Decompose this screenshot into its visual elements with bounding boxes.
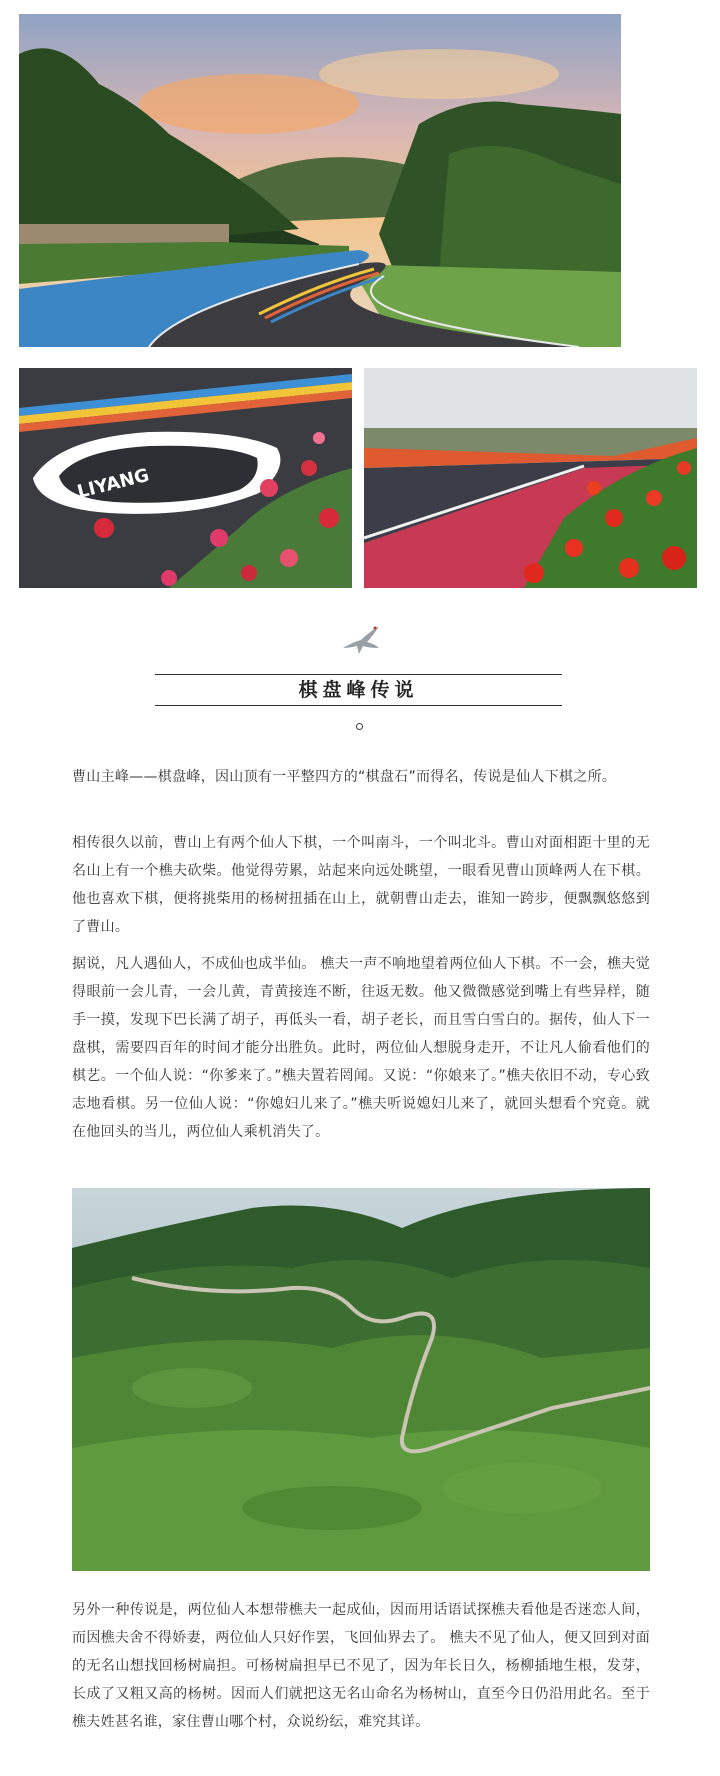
section-title: 棋盘峰传说 bbox=[298, 679, 419, 701]
road-marking-photo bbox=[19, 368, 352, 588]
paragraph-1: 曹山主峰——棋盘峰，因山顶有一平整四方的“棋盘石”而得名，传说是仙人下棋之所。 bbox=[72, 769, 617, 785]
title-divider-top bbox=[155, 674, 562, 675]
paragraph-3: 据说，凡人遇仙人，不成仙也成半仙。 樵夫一声不响地望着两位仙人下棋。不一会，樵夫觉得眼前一会儿青，一会儿黄，青黄接连不断，往返无数。他又微微感觉到嘴上有些异样，随手一摸，发现下巴长满了胡子，再低头一看，胡子老长，而且雪白雪白的。据传，仙人下一盘棋，需要四百年的时间才能分出胜负。此时，两位仙人想脱身走开，不让凡人偷看他们的棋艺。一个仙人说：“你爹来了。”樵夫置若罔闻。又说：“你娘来了。”樵夫依旧不动，专心致志地看棋。另一位仙人说：“你媳妇儿来了。”樵夫听说媳妇儿来了，就回头想看个究竟。就在他回头的当儿，两位仙人乘机消失了。 bbox=[72, 956, 650, 1140]
title-divider-bottom bbox=[155, 705, 562, 706]
liyang-road-marking-image bbox=[19, 368, 352, 588]
crane-icon bbox=[339, 622, 383, 658]
aerial-forest-road-image bbox=[72, 1188, 650, 1571]
title-dot-ornament bbox=[356, 723, 363, 730]
paragraph-4: 另外一种传说是，两位仙人本想带樵夫一起成仙，因而用话语试探樵夫看他是否迷恋人间，而因樵夫舍不得娇妻，两位仙人只好作罢，飞回仙界去了。 樵夫不见了仙人，便又回到对面的无名山想找回杨树扁担。可杨树扁担早已不见了，因为年长日久，杨柳插地生根，发芽，长成了又粗又高的杨树。因而人们就把这无名山命名为杨树山，直至今日仍沿用此名。至于樵夫姓甚名谁，家住曹山哪个村，众说纷纭，难究其详。 bbox=[72, 1602, 650, 1730]
mountain-road-sunset-image bbox=[19, 14, 621, 347]
aerial-forest-photo bbox=[72, 1188, 650, 1571]
red-bike-lane-image bbox=[364, 368, 697, 588]
hero-photo bbox=[19, 14, 621, 347]
bike-lane-photo bbox=[364, 368, 697, 588]
sign-text: LIYANG bbox=[75, 464, 152, 503]
paragraph-2: 相传很久以前，曹山上有两个仙人下棋，一个叫南斗，一个叫北斗。曹山对面相距十里的无名山上有一个樵夫砍柴。他觉得劳累，站起来向远处眺望，一眼看见曹山顶峰两人在下棋。他也喜欢下棋，便将挑柴用的杨树扭插在山上，就朝曹山走去，谁知一跨步，便飘飘悠悠到了曹山。 bbox=[72, 835, 650, 935]
